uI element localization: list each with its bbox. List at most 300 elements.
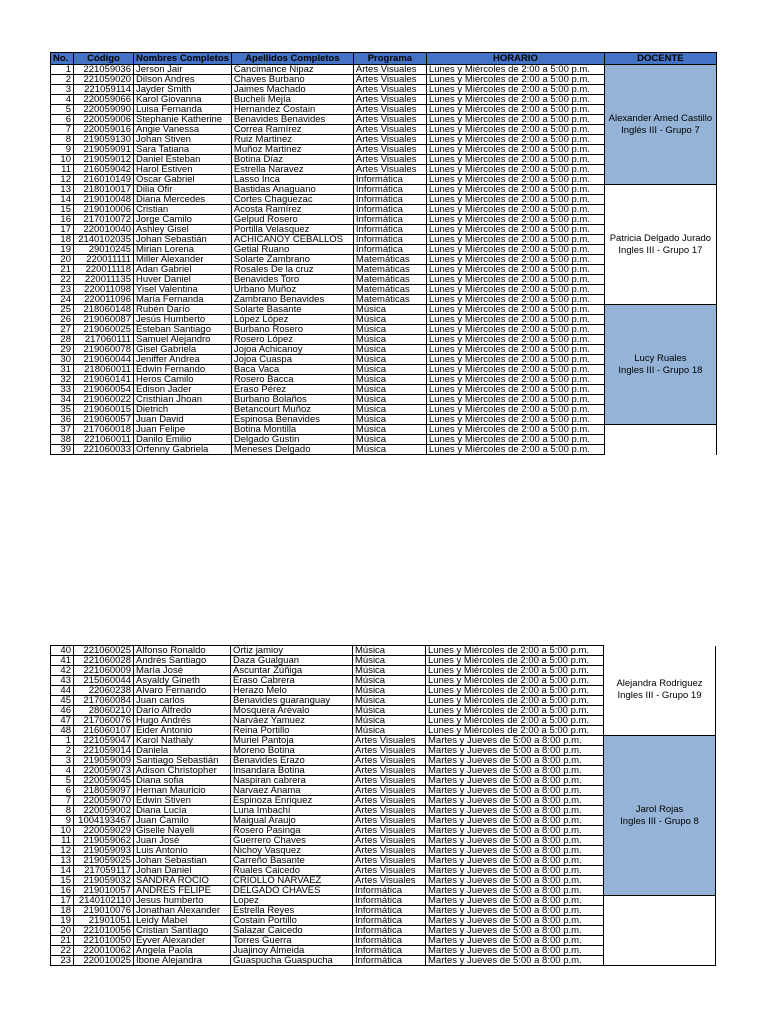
- cell-no: 13: [51, 856, 74, 866]
- cell-programa: Música: [353, 345, 426, 355]
- cell-nombres: Juan David: [134, 415, 232, 425]
- cell-programa: Informática: [353, 886, 426, 896]
- cell-nombres: Daniel Esteban: [134, 155, 232, 165]
- cell-no: 46: [51, 706, 74, 716]
- cell-nombres: Jayder Smith: [134, 85, 232, 95]
- cell-nombres: Cristhian Jhoan: [134, 395, 232, 405]
- cell-programa: Música: [353, 325, 426, 335]
- cell-nombres: Santiago Sebastián: [134, 756, 231, 766]
- cell-apellidos: Portilla Velasquez: [231, 225, 353, 235]
- cell-horario: Lunes y Miércoles de 2:00 a 5:00 p.m.: [426, 225, 604, 235]
- cell-apellidos: Rosero Bacca: [231, 375, 353, 385]
- cell-apellidos: Benavides guaranguay: [231, 696, 353, 706]
- header-row: [51, 53, 717, 65]
- cell-apellidos: Ruales Caicedo: [231, 866, 353, 876]
- cell-apellidos: Mosquera Arévalo: [231, 706, 353, 716]
- cell-nombres: Dilson Andres: [134, 75, 232, 85]
- cell-codigo: 219059032: [74, 876, 134, 886]
- cell-no: 27: [51, 325, 74, 335]
- cell-nombres: María Fernanda: [134, 295, 232, 305]
- cell-nombres: Esteban Santiago: [134, 325, 232, 335]
- cell-no: 30: [51, 355, 74, 365]
- cell-no: 37: [51, 425, 74, 435]
- cell-apellidos: Rosales De la cruz: [231, 265, 353, 275]
- cell-programa: Informática: [353, 195, 426, 205]
- cell-no: 39: [51, 445, 74, 455]
- cell-nombres: Ibone Alejandra: [134, 956, 231, 966]
- cell-apellidos: Juajinoy Almeida: [231, 946, 353, 956]
- cell-nombres: Orfenny Gabriela: [134, 445, 232, 455]
- cell-horario: Martes y Jueves de 5:00 a 8:00 p.m.: [426, 756, 604, 766]
- cell-nombres: Eyver Alexander: [134, 936, 231, 946]
- cell-no: 24: [51, 295, 74, 305]
- cell-programa: Artes Visuales: [353, 155, 426, 165]
- cell-apellidos: Botina Díaz: [231, 155, 353, 165]
- cell-horario: Lunes y Miércoles de 2:00 a 5:00 p.m.: [426, 215, 604, 225]
- cell-horario: Lunes y Miércoles de 2:00 a 5:00 p.m.: [426, 275, 604, 285]
- header-apellidos: Apellidos Completos: [231, 53, 353, 65]
- cell-programa: Informática: [353, 916, 426, 926]
- cell-no: 20: [51, 255, 74, 265]
- cell-programa: Informática: [353, 906, 426, 916]
- cell-no: 20: [51, 926, 74, 936]
- docente-name: Alexander Amed Castillo: [608, 112, 713, 124]
- cell-no: 7: [51, 125, 74, 135]
- cell-codigo: 219060022: [74, 395, 134, 405]
- cell-codigo: 220059070: [74, 796, 134, 806]
- cell-apellidos: Maigual Araujo: [231, 816, 353, 826]
- cell-horario: Lunes y Miércoles de 2:00 a 5:00 p.m.: [426, 85, 604, 95]
- cell-no: 4: [51, 766, 74, 776]
- cell-horario: Martes y Jueves de 5:00 a 8:00 p.m.: [426, 766, 604, 776]
- cell-codigo: 216059042: [74, 165, 134, 175]
- cell-apellidos: Ruiz Martinez: [231, 135, 353, 145]
- cell-nombres: Juan José: [134, 836, 231, 846]
- cell-horario: Lunes y Miércoles de 2:00 a 5:00 p.m.: [426, 445, 604, 455]
- cell-apellidos: Benavides Erazo: [231, 756, 353, 766]
- cell-codigo: 216060107: [74, 726, 134, 736]
- cell-horario: Martes y Jueves de 5:00 a 8:00 p.m.: [426, 746, 604, 756]
- cell-programa: Música: [353, 375, 426, 385]
- cell-apellidos: Benavides Benavides: [231, 115, 353, 125]
- cell-horario: Lunes y Miércoles de 2:00 a 5:00 p.m.: [426, 335, 604, 345]
- cell-no: 31: [51, 365, 74, 375]
- cell-apellidos: Torres Guerra: [231, 936, 353, 946]
- cell-codigo: 220011096: [74, 295, 134, 305]
- cell-horario: Lunes y Miércoles de 2:00 a 5:00 p.m.: [426, 305, 604, 315]
- cell-no: 21: [51, 265, 74, 275]
- cell-horario: Lunes y Miércoles de 2:00 a 5:00 p.m.: [426, 185, 604, 195]
- cell-apellidos: Solarte Basante: [231, 305, 353, 315]
- header-nombres: Nombres Completos: [134, 53, 232, 65]
- cell-programa: Música: [353, 666, 426, 676]
- cell-programa: Informática: [353, 245, 426, 255]
- cell-horario: Lunes y Miércoles de 2:00 a 5:00 p.m.: [426, 686, 604, 696]
- cell-no: 10: [51, 826, 74, 836]
- cell-horario: Lunes y Miércoles de 2:00 a 5:00 p.m.: [426, 115, 604, 125]
- cell-nombres: Ashley Gisel: [134, 225, 232, 235]
- cell-nombres: Juan Camilo: [134, 816, 231, 826]
- cell-codigo: 219059025: [74, 856, 134, 866]
- cell-codigo: 218060148: [74, 305, 134, 315]
- cell-apellidos: Rosero López: [231, 335, 353, 345]
- header-programa: Programa: [353, 53, 426, 65]
- cell-horario: Lunes y Miércoles de 2:00 a 5:00 p.m.: [426, 666, 604, 676]
- enrollment-table-top: [50, 52, 717, 455]
- cell-programa: Música: [353, 425, 426, 435]
- cell-nombres: Johan Sebastián: [134, 235, 232, 245]
- cell-codigo: 220011098: [74, 285, 134, 295]
- cell-no: 23: [51, 956, 74, 966]
- cell-programa: Música: [353, 656, 426, 666]
- cell-nombres: Karol Giovanna: [134, 95, 232, 105]
- cell-horario: Lunes y Miércoles de 2:00 a 5:00 p.m.: [426, 255, 604, 265]
- cell-apellidos: López López: [231, 315, 353, 325]
- cell-apellidos: Benavides Toro: [231, 275, 353, 285]
- docente-name: Alejandra Rodriguez: [616, 678, 703, 690]
- cell-programa: Artes Visuales: [353, 766, 426, 776]
- cell-apellidos: Jojoa Achicanoy: [231, 345, 353, 355]
- cell-nombres: Rubén Darío: [134, 305, 232, 315]
- cell-codigo: 221059020: [74, 75, 134, 85]
- cell-no: 2: [51, 746, 74, 756]
- cell-no: 15: [51, 205, 74, 215]
- cell-nombres: SANDRA ROCIO: [134, 876, 231, 886]
- cell-nombres: Sara Tatiana: [134, 145, 232, 155]
- cell-horario: Lunes y Miércoles de 2:00 a 5:00 p.m.: [426, 435, 604, 445]
- cell-horario: Lunes y Miércoles de 2:00 a 5:00 p.m.: [426, 165, 604, 175]
- cell-nombres: Dilia Ofir: [134, 185, 232, 195]
- docente-name: Patricia Delgado Jurado: [609, 232, 712, 244]
- cell-programa: Artes Visuales: [353, 856, 426, 866]
- cell-no: 11: [51, 836, 74, 846]
- cell-apellidos: Muñoz Martinez: [231, 145, 353, 155]
- cell-nombres: Huver Daniel: [134, 275, 232, 285]
- cell-apellidos: DELGADO CHAVES: [231, 886, 353, 896]
- cell-programa: Matemáticas: [353, 285, 426, 295]
- cell-horario: Martes y Jueves de 5:00 a 8:00 p.m.: [426, 776, 604, 786]
- cell-horario: Lunes y Miércoles de 2:00 a 5:00 p.m.: [426, 175, 604, 185]
- enrollment-table-bottom: [50, 645, 716, 966]
- cell-no: 12: [51, 175, 74, 185]
- cell-programa: Música: [353, 355, 426, 365]
- cell-apellidos: Cancimance Nipaz: [231, 65, 353, 75]
- cell-no: 35: [51, 405, 74, 415]
- cell-codigo: 219059062: [74, 836, 134, 846]
- cell-nombres: Darío Alfredo: [134, 706, 231, 716]
- cell-no: 17: [51, 225, 74, 235]
- cell-no: 19: [51, 916, 74, 926]
- docente-cell: [604, 425, 716, 455]
- cell-programa: Artes Visuales: [353, 846, 426, 856]
- cell-horario: Lunes y Miércoles de 2:00 a 5:00 p.m.: [426, 355, 604, 365]
- cell-apellidos: Moreno Botina: [231, 746, 353, 756]
- cell-codigo: 22060238: [74, 686, 134, 696]
- cell-codigo: 220059029: [74, 826, 134, 836]
- cell-nombres: Karol Nathaly: [134, 736, 231, 746]
- cell-apellidos: Cortes Chaguezac: [231, 195, 353, 205]
- cell-apellidos: Bucheli Mejía: [231, 95, 353, 105]
- cell-apellidos: Botina Montilla: [231, 425, 353, 435]
- cell-horario: Lunes y Miércoles de 2:00 a 5:00 p.m.: [426, 245, 604, 255]
- cell-codigo: 219059093: [74, 846, 134, 856]
- cell-codigo: 221060033: [74, 445, 134, 455]
- cell-horario: Lunes y Miércoles de 2:00 a 5:00 p.m.: [426, 135, 604, 145]
- cell-horario: Martes y Jueves de 5:00 a 8:00 p.m.: [426, 816, 604, 826]
- cell-nombres: Adan Gabriel: [134, 265, 232, 275]
- cell-programa: Artes Visuales: [353, 85, 426, 95]
- cell-no: 2: [51, 75, 74, 85]
- cell-programa: Música: [353, 696, 426, 706]
- cell-horario: Martes y Jueves de 5:00 a 8:00 p.m.: [426, 826, 604, 836]
- cell-apellidos: Naspiran cabrera: [231, 776, 353, 786]
- cell-codigo: 28060210: [74, 706, 134, 716]
- cell-horario: Lunes y Miércoles de 2:00 a 5:00 p.m.: [426, 405, 604, 415]
- cell-horario: Martes y Jueves de 5:00 a 8:00 p.m.: [426, 906, 604, 916]
- cell-codigo: 2140102035: [74, 235, 134, 245]
- cell-programa: Artes Visuales: [353, 786, 426, 796]
- cell-nombres: Asyaldy Gineth: [134, 676, 231, 686]
- cell-horario: Lunes y Miércoles de 2:00 a 5:00 p.m.: [426, 345, 604, 355]
- cell-codigo: 219060087: [74, 315, 134, 325]
- cell-no: 45: [51, 696, 74, 706]
- cell-codigo: 220059006: [74, 115, 134, 125]
- table-row: [51, 896, 716, 906]
- cell-horario: Martes y Jueves de 5:00 a 8:00 p.m.: [426, 786, 604, 796]
- cell-programa: Música: [353, 365, 426, 375]
- cell-nombres: Jeniffer Andrea: [134, 355, 232, 365]
- cell-codigo: 215060044: [74, 676, 134, 686]
- cell-nombres: Leidy Mabel: [134, 916, 231, 926]
- cell-programa: Artes Visuales: [353, 826, 426, 836]
- table-row: [51, 305, 717, 315]
- cell-nombres: Hugo Andrés: [134, 716, 231, 726]
- cell-no: 6: [51, 115, 74, 125]
- cell-apellidos: CRIOLLO NARVAEZ: [231, 876, 353, 886]
- cell-horario: Lunes y Miércoles de 2:00 a 5:00 p.m.: [426, 365, 604, 375]
- cell-nombres: Heros Camilo: [134, 375, 232, 385]
- cell-apellidos: Muriel Pantoja: [231, 736, 353, 746]
- cell-programa: Artes Visuales: [353, 806, 426, 816]
- cell-programa: Música: [353, 726, 426, 736]
- cell-no: 25: [51, 305, 74, 315]
- cell-apellidos: Correa Ramírez: [231, 125, 353, 135]
- cell-codigo: 219060025: [74, 325, 134, 335]
- cell-nombres: Stephanie Katherine: [134, 115, 232, 125]
- cell-programa: Música: [353, 686, 426, 696]
- cell-horario: Martes y Jueves de 5:00 a 8:00 p.m.: [426, 936, 604, 946]
- cell-codigo: 220059090: [74, 105, 134, 115]
- cell-codigo: 217010072: [74, 215, 134, 225]
- cell-programa: Música: [353, 646, 426, 656]
- cell-codigo: 221010050: [74, 936, 134, 946]
- cell-no: 10: [51, 155, 74, 165]
- cell-codigo: 219060057: [74, 415, 134, 425]
- cell-horario: Lunes y Miércoles de 2:00 a 5:00 p.m.: [426, 656, 604, 666]
- cell-horario: Martes y Jueves de 5:00 a 8:00 p.m.: [426, 866, 604, 876]
- cell-codigo: 219010006: [74, 205, 134, 215]
- cell-apellidos: Urbano Muñoz: [231, 285, 353, 295]
- cell-no: 5: [51, 776, 74, 786]
- cell-programa: Música: [353, 415, 426, 425]
- cell-programa: Informática: [353, 936, 426, 946]
- cell-horario: Martes y Jueves de 5:00 a 8:00 p.m.: [426, 876, 604, 886]
- docente-cell: [604, 646, 716, 736]
- cell-no: 22: [51, 275, 74, 285]
- cell-apellidos: Eraso Cabrera: [231, 676, 353, 686]
- cell-horario: Martes y Jueves de 5:00 a 8:00 p.m.: [426, 856, 604, 866]
- cell-horario: Martes y Jueves de 5:00 a 8:00 p.m.: [426, 956, 604, 966]
- cell-horario: Lunes y Miércoles de 2:00 a 5:00 p.m.: [426, 325, 604, 335]
- cell-apellidos: Salazar Caicedo: [231, 926, 353, 936]
- cell-nombres: Gisel Gabriela: [134, 345, 232, 355]
- cell-no: 18: [51, 235, 74, 245]
- cell-nombres: Edison Jader: [134, 385, 232, 395]
- cell-apellidos: Costain Portillo: [231, 916, 353, 926]
- cell-programa: Artes Visuales: [353, 125, 426, 135]
- cell-apellidos: Daza Gualguan: [231, 656, 353, 666]
- cell-horario: Lunes y Miércoles de 2:00 a 5:00 p.m.: [426, 155, 604, 165]
- cell-codigo: 219060044: [74, 355, 134, 365]
- cell-codigo: 217060111: [74, 335, 134, 345]
- cell-programa: Artes Visuales: [353, 736, 426, 746]
- cell-nombres: Jesus humberto: [134, 896, 231, 906]
- cell-codigo: 29010245: [74, 245, 134, 255]
- cell-programa: Música: [353, 385, 426, 395]
- docente-cell: [604, 185, 716, 305]
- cell-codigo: 219060015: [74, 405, 134, 415]
- cell-horario: Lunes y Miércoles de 2:00 a 5:00 p.m.: [426, 195, 604, 205]
- cell-codigo: 221060011: [74, 435, 134, 445]
- cell-nombres: Jesús Humberto: [134, 315, 232, 325]
- cell-no: 16: [51, 886, 74, 896]
- cell-programa: Artes Visuales: [353, 836, 426, 846]
- cell-horario: Martes y Jueves de 5:00 a 8:00 p.m.: [426, 736, 604, 746]
- cell-codigo: 221059047: [74, 736, 134, 746]
- cell-nombres: Luisa Fernanda: [134, 105, 232, 115]
- cell-codigo: 220010025: [74, 956, 134, 966]
- cell-horario: Lunes y Miércoles de 2:00 a 5:00 p.m.: [426, 105, 604, 115]
- cell-apellidos: Reina Portillo: [231, 726, 353, 736]
- cell-apellidos: Delgado Gustin: [231, 435, 353, 445]
- cell-no: 26: [51, 315, 74, 325]
- docente-group: Ingles III - Grupo 19: [617, 690, 702, 702]
- cell-horario: Lunes y Miércoles de 2:00 a 5:00 p.m.: [426, 205, 604, 215]
- cell-nombres: Eider Antonio: [134, 726, 231, 736]
- cell-programa: Matemáticas: [353, 265, 426, 275]
- cell-no: 6: [51, 786, 74, 796]
- cell-no: 3: [51, 756, 74, 766]
- cell-no: 8: [51, 135, 74, 145]
- cell-nombres: Juan carlos: [134, 696, 231, 706]
- docente-cell: [604, 65, 716, 185]
- cell-nombres: Daniela: [134, 746, 231, 756]
- cell-codigo: 220059045: [74, 776, 134, 786]
- cell-no: 38: [51, 435, 74, 445]
- cell-codigo: 218060011: [74, 365, 134, 375]
- cell-no: 3: [51, 85, 74, 95]
- cell-apellidos: Ascuntar Zúñiga: [231, 666, 353, 676]
- cell-apellidos: Acosta Ramírez: [231, 205, 353, 215]
- cell-programa: Informática: [353, 946, 426, 956]
- cell-horario: Martes y Jueves de 5:00 a 8:00 p.m.: [426, 886, 604, 896]
- cell-codigo: 220059066: [74, 95, 134, 105]
- cell-programa: Música: [353, 335, 426, 345]
- cell-no: 9: [51, 816, 74, 826]
- docente-name: Lucy Ruales: [634, 352, 687, 364]
- cell-no: 33: [51, 385, 74, 395]
- cell-programa: Música: [353, 676, 426, 686]
- cell-apellidos: Lopez: [231, 896, 353, 906]
- cell-apellidos: Narváez Yamuez: [231, 716, 353, 726]
- cell-horario: Lunes y Miércoles de 2:00 a 5:00 p.m.: [426, 716, 604, 726]
- table-row: [51, 185, 717, 195]
- cell-horario: Lunes y Miércoles de 2:00 a 5:00 p.m.: [426, 145, 604, 155]
- cell-horario: Martes y Jueves de 5:00 a 8:00 p.m.: [426, 846, 604, 856]
- cell-horario: Lunes y Miércoles de 2:00 a 5:00 p.m.: [426, 75, 604, 85]
- cell-no: 41: [51, 656, 74, 666]
- cell-horario: Martes y Jueves de 5:00 a 8:00 p.m.: [426, 836, 604, 846]
- cell-codigo: 219060141: [74, 375, 134, 385]
- cell-no: 16: [51, 215, 74, 225]
- cell-codigo: 221060025: [74, 646, 134, 656]
- cell-horario: Martes y Jueves de 5:00 a 8:00 p.m.: [426, 926, 604, 936]
- cell-codigo: 217059117: [74, 866, 134, 876]
- cell-programa: Artes Visuales: [353, 746, 426, 756]
- cell-codigo: 220059002: [74, 806, 134, 816]
- cell-programa: Artes Visuales: [353, 876, 426, 886]
- cell-codigo: 221059014: [74, 746, 134, 756]
- cell-nombres: Alfonso Ronaldo: [134, 646, 231, 656]
- cell-programa: Matemáticas: [353, 295, 426, 305]
- cell-codigo: 221060028: [74, 656, 134, 666]
- cell-codigo: 220059016: [74, 125, 134, 135]
- cell-nombres: Oscar Gabriel: [134, 175, 232, 185]
- table-row: [51, 736, 716, 746]
- docente-cell: [604, 896, 716, 966]
- cell-codigo: 216010149: [74, 175, 134, 185]
- cell-no: 14: [51, 866, 74, 876]
- cell-programa: Informática: [353, 225, 426, 235]
- table-row: [51, 425, 717, 435]
- cell-codigo: 220011111: [74, 255, 134, 265]
- cell-nombres: Diana Mercedes: [134, 195, 232, 205]
- cell-horario: Lunes y Miércoles de 2:00 a 5:00 p.m.: [426, 315, 604, 325]
- cell-programa: Artes Visuales: [353, 816, 426, 826]
- cell-nombres: Edwin Stiven: [134, 796, 231, 806]
- cell-apellidos: Rosero Pasinga: [231, 826, 353, 836]
- cell-codigo: 217060084: [74, 696, 134, 706]
- cell-no: 40: [51, 646, 74, 656]
- cell-programa: Música: [353, 315, 426, 325]
- docente-group: Inglés III - Grupo 7: [621, 124, 700, 136]
- cell-codigo: 219059091: [74, 145, 134, 155]
- cell-no: 22: [51, 946, 74, 956]
- cell-codigo: 219059012: [74, 155, 134, 165]
- cell-no: 23: [51, 285, 74, 295]
- cell-programa: Música: [353, 706, 426, 716]
- cell-apellidos: Ortiz jamioy: [231, 646, 353, 656]
- cell-nombres: Andrés Santiago: [134, 656, 231, 666]
- cell-nombres: Danilo Emilio: [134, 435, 232, 445]
- cell-nombres: Johan Daniel: [134, 866, 231, 876]
- cell-horario: Lunes y Miércoles de 2:00 a 5:00 p.m.: [426, 676, 604, 686]
- cell-codigo: 1004193467: [74, 816, 134, 826]
- cell-horario: Lunes y Miércoles de 2:00 a 5:00 p.m.: [426, 395, 604, 405]
- cell-apellidos: Guaspucha Guaspucha: [231, 956, 353, 966]
- cell-horario: Lunes y Miércoles de 2:00 a 5:00 p.m.: [426, 385, 604, 395]
- cell-apellidos: Nichoy Vasquez: [231, 846, 353, 856]
